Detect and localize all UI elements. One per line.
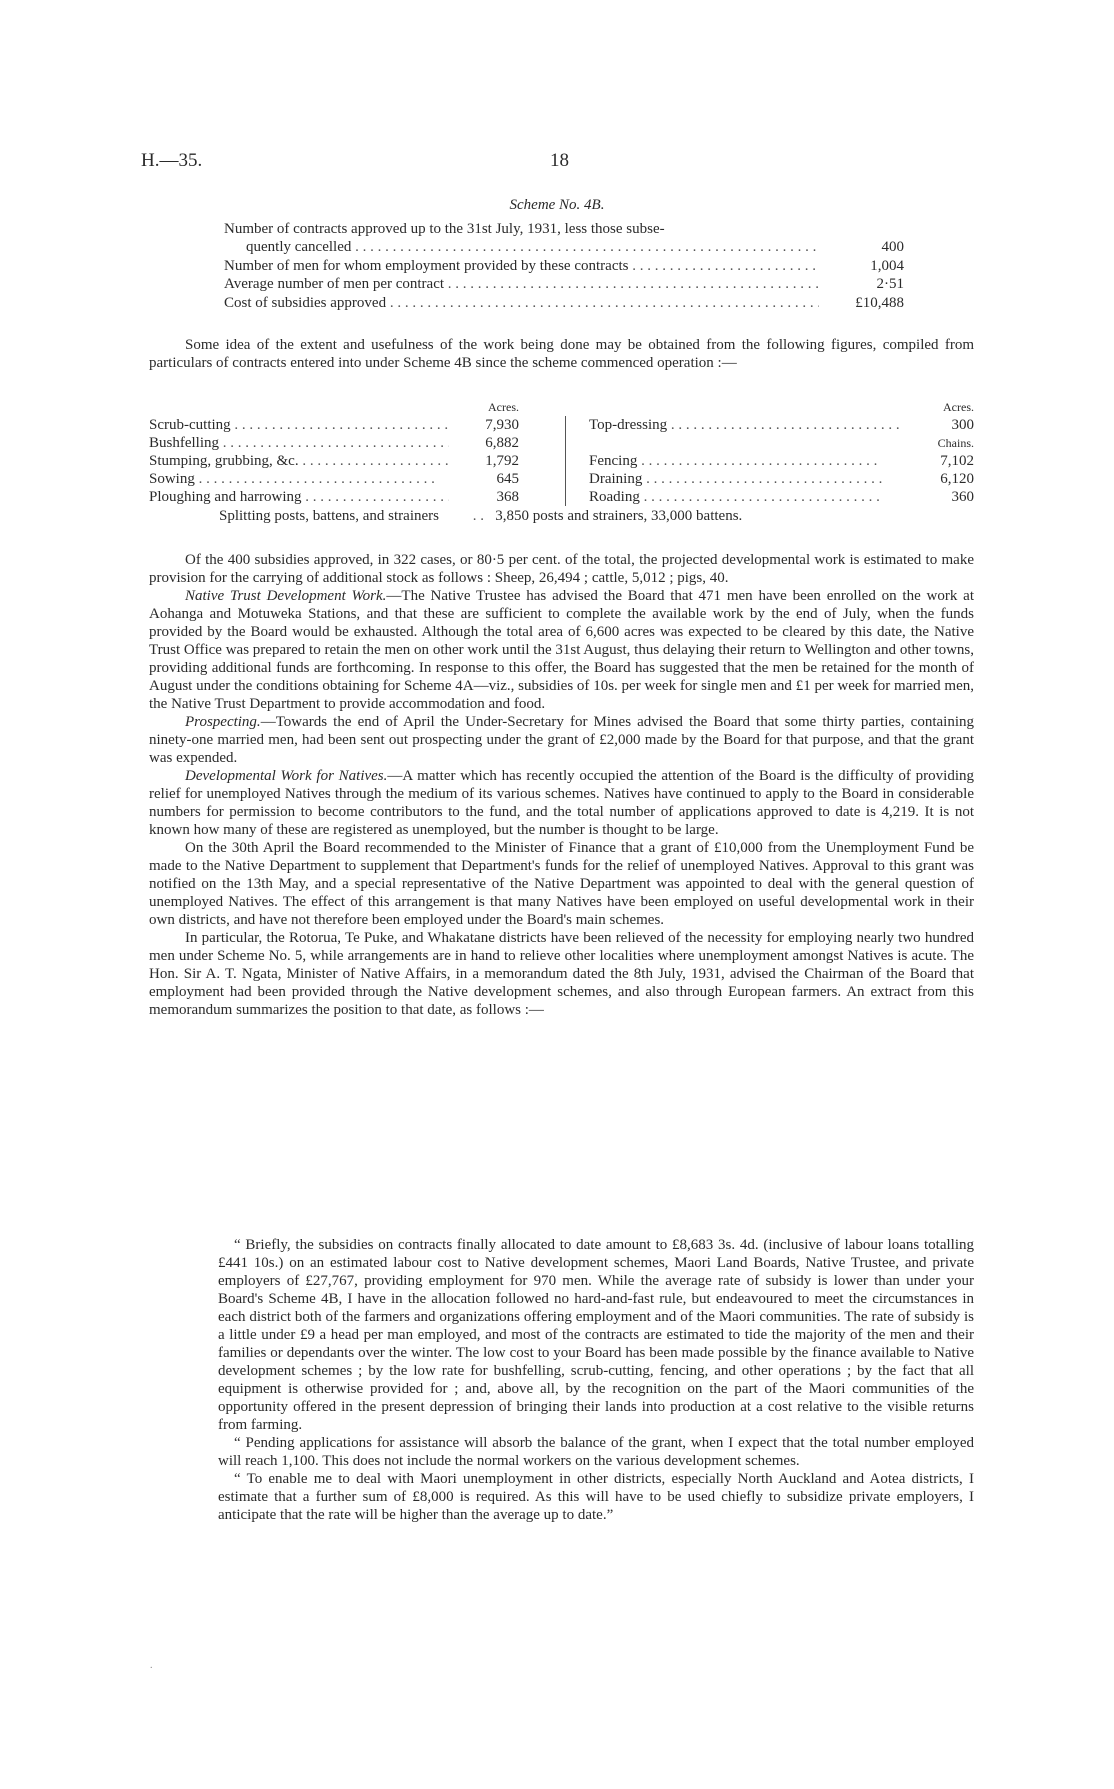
unit-label: Acres. xyxy=(943,400,974,414)
work-label: Ploughing and harrowing . . . xyxy=(149,488,449,506)
stat-label: Number of men for whom employment provided by these contracts . . . xyxy=(224,257,819,275)
quote-paragraph: “ To enable me to deal with Maori unemployment in other districts, especially North Auckland and Aotea districts, I estimate that a further sum of £8,000 is required. As this will have to be used chiefly to subsidize private employers, I anticipate that the rate will be higher than the average up to date.” xyxy=(218,1471,974,1523)
work-row xyxy=(149,452,519,470)
stat-label: quently cancelled . . . xyxy=(224,238,819,256)
paragraph-native-trust: Native Trust Development Work.—The Native Trustee has advised the Board that 471 men have been enrolled on the work at Aohanga and Motuweka Stations, and that these are sufficient to complete the available work by the end of July, when the funds provided by the Board would be exhausted. Although the total area of 6,600 acres was expected to be cleared by this date, the Native Trust Office was prepared to retain the men on other work until the 31st August, thus delaying their return to Wellington and other towns, providing additional funds are forthcoming. In response to this offer, the Board has suggested that the men be retained for the month of August under the conditions obtaining for Scheme 4A—viz., subsidies of 10s. per week for single men and £1 per week for married men, the Native Trust Department to provide accommodation and food. xyxy=(149,588,974,712)
stat-label: Number of contracts approved up to the 31st July, 1931, less those subse- xyxy=(224,221,665,237)
stat-value: 2·51 xyxy=(876,276,904,293)
work-row xyxy=(149,434,519,452)
column-divider xyxy=(565,416,566,506)
section-heading: Prospecting. xyxy=(185,714,261,730)
work-row xyxy=(149,470,519,488)
work-label: Scrub-cutting . . . xyxy=(149,416,449,434)
scheme-stats xyxy=(224,220,904,312)
work-value: 300 xyxy=(951,417,974,433)
work-row xyxy=(589,488,974,506)
unit-row xyxy=(589,398,974,416)
unit-row xyxy=(149,398,519,416)
work-row xyxy=(149,488,519,506)
work-label: Bushfelling . . . xyxy=(149,434,449,452)
memorandum-extract xyxy=(218,1236,974,1524)
work-label: Stumping, grubbing, &c. . . . xyxy=(149,452,449,470)
intro-text: Some idea of the extent and usefulness of the work being done may be obtained from the following figures, compiled from particulars of contracts entered into under Scheme 4B since the scheme commenced operation :— xyxy=(149,337,974,371)
section-heading: Native Trust Development Work. xyxy=(185,588,387,604)
work-table-right xyxy=(589,398,974,506)
report-code: H.—35. xyxy=(141,150,203,171)
unit-label: Acres. xyxy=(488,400,519,414)
scheme-title: Scheme No. 4B. xyxy=(509,197,605,213)
work-row xyxy=(589,470,974,488)
work-value: 1,792 xyxy=(485,453,519,469)
page-number: 18 xyxy=(550,150,569,171)
stat-row xyxy=(224,275,904,293)
stat-row xyxy=(224,257,904,275)
work-table-left xyxy=(149,398,519,506)
splitting-value: 3,850 posts and strainers, 33,000 battens. xyxy=(495,508,743,524)
work-value: 7,930 xyxy=(485,417,519,433)
work-row xyxy=(589,416,974,434)
paragraph-districts: In particular, the Rotorua, Te Puke, and Whakatane districts have been relieved of the necessity for employing nearly two hundred men under Scheme No. 5, while arrangements are in hand to relieve other localities where unemployment amongst Natives is acute. The Hon. Sir A. T. Ngata, Minister of Native Affairs, in a memorandum dated the 8th July, 1931, advised the Chairman of the Board that employment had been provided through the Native development schemes, and also through European farmers. An extract from this memorandum summarizes the position to that date, as follows :— xyxy=(149,930,974,1018)
paragraph-native-work: Developmental Work for Natives.—A matter which has recently occupied the attention of the Board is the difficulty of providing relief for unemployed Natives through the medium of its various schemes. Natives have continued to apply to the Board in considerable numbers for permission to become contributors to the fund, and the total number of applications approved to date is 4,219. It is not known how many of these are registered as unemployed, but the number is thought to be large. xyxy=(149,768,974,838)
stat-value: 400 xyxy=(881,239,904,256)
stat-value: £10,488 xyxy=(855,294,904,311)
section-heading: Developmental Work for Natives. xyxy=(185,768,388,784)
work-value: 6,882 xyxy=(485,435,519,451)
work-value: 368 xyxy=(496,489,519,505)
work-row xyxy=(149,416,519,434)
work-label: Draining . . . xyxy=(589,470,904,488)
body-text xyxy=(149,551,974,1019)
stat-label: Average number of men per contract . . . xyxy=(224,275,819,293)
work-label: Top-dressing . . . xyxy=(589,416,904,434)
unit-row xyxy=(589,434,974,452)
paragraph-prospecting: Prospecting.—Towards the end of April the Under-Secretary for Mines advised the Board that some thirty parties, containing ninety-one married men, had been sent out prospecting under the grant of £2,000 made by the Board for that purpose, and that the grant was expended. xyxy=(149,714,974,766)
stat-label: Cost of subsidies approved . . . xyxy=(224,294,819,312)
work-row xyxy=(589,452,974,470)
work-value: 7,102 xyxy=(940,453,974,469)
stat-row xyxy=(224,294,904,312)
work-label: Fencing . . . xyxy=(589,452,904,470)
unit-label: Chains. xyxy=(937,436,974,450)
stat-row xyxy=(224,238,904,256)
work-value: 6,120 xyxy=(940,471,974,487)
splitting-row: Splitting posts, battens, and strainers . . 3,850 posts and strainers, 33,000 battens. xyxy=(219,508,743,524)
splitting-label: Splitting posts, battens, and strainers xyxy=(219,508,439,524)
margin-mark: . xyxy=(150,1660,153,1671)
quote-paragraph: “ Briefly, the subsidies on contracts finally allocated to date amount to £8,683 3s. 4d. (inclusive of labour loans totalling £441 10s.) on an estimated labour cost to Native development schemes, Maori Land Boards, Native Trustee, and private employers of £27,767, providing employment for 970 men. While the average rate of subsidy is lower than under your Board's Scheme 4B, I have in the allocation followed no hard-and-fast rule, but endeavoured to meet the circumstances in each district both of the farmers and organizations offering employment and of the Maori communities. The rate of subsidy is a little under £9 a head per man employed, and most of the contracts are estimated to tide the majority of the men and their families or dependants over the winter. The low cost to your Board has been made possible by the finance available to Native development schemes ; by the low rate for bushfelling, scrub-cutting, fencing, and other operations ; by the fact that all equipment is otherwise provided for ; and, above all, by the recognition on the part of the Maori communities of the opportunity offered in the present depression of bringing their lands into production at a cost relative to the visible returns from farming. xyxy=(218,1237,974,1433)
work-value: 360 xyxy=(951,489,974,505)
paragraph-grant: On the 30th April the Board recommended to the Minister of Finance that a grant of £10,000 from the Unemployment Fund be made to the Native Department to supplement that Department's funds for the relief of unemployed Natives. Approval to this grant was notified on the 13th May, and a special representative of the Native Department was appointed to deal with the general question of unemployed Natives. The effect of this arrangement is that many Natives have been employed on useful developmental work in their own districts, and have not therefore been employed under the Board's main schemes. xyxy=(149,840,974,928)
intro-paragraph xyxy=(149,336,974,372)
quote-paragraph: “ Pending applications for assistance will absorb the balance of the grant, when I expect that the total number employed will reach 1,100. This does not include the normal workers on the various development schemes. xyxy=(218,1435,974,1469)
stat-row xyxy=(224,220,904,238)
paragraph-stock: Of the 400 subsidies approved, in 322 cases, or 80·5 per cent. of the total, the projected developmental work is estimated to make provision for the carrying of additional stock as follows : Sheep, 26,494 ; cattle, 5,012 ; pigs, 40. xyxy=(149,552,974,586)
work-label: Sowing . . . xyxy=(149,470,449,488)
work-label: Roading . . . xyxy=(589,488,904,506)
stat-value: 1,004 xyxy=(870,257,904,274)
work-value: 645 xyxy=(496,471,519,487)
